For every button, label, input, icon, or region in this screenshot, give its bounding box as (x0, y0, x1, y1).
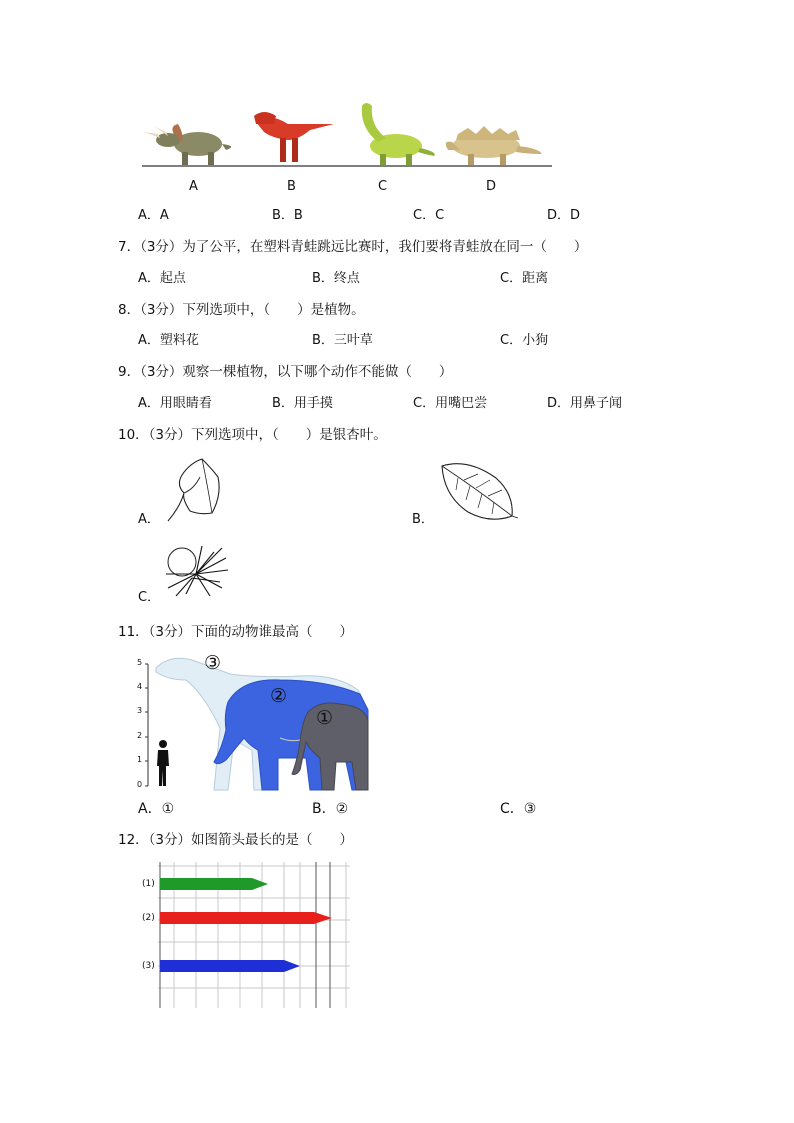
dinosaur-label-c: C (378, 179, 388, 194)
q10-stem: 10．（3分）下列选项中，（ ）是银杏叶。 (118, 427, 387, 443)
dinosaur-b-trex (254, 112, 334, 162)
dinosaur-c-longneck (362, 103, 435, 165)
human-silhouette-icon (157, 740, 169, 786)
q9-stem: 9．（3分）观察一棵植物，以下哪个动作不能做（ ） (118, 364, 453, 380)
axis-tick-0: 0 (137, 780, 143, 789)
arrow-row-label-3: (3) (142, 961, 155, 971)
q7-option-b[interactable]: B．终点 (312, 271, 360, 286)
q10-option-a[interactable]: A． (138, 512, 160, 527)
dinosaur-a-triceratops (144, 124, 231, 165)
q9-option-a[interactable]: A．用眼睛看 (138, 396, 212, 411)
dinosaur-d-ankylosaur (446, 126, 542, 165)
arrow-3 (160, 960, 300, 972)
q7-option-c[interactable]: C．距离 (500, 271, 549, 286)
arrow-1 (160, 878, 268, 890)
q12-stem: 12．（3分）如图箭头最长的是（ ） (118, 832, 354, 848)
axis-tick-5: 5 (137, 658, 143, 667)
q9-option-d[interactable]: D．用鼻子闻 (547, 396, 623, 411)
q9-option-c[interactable]: C．用嘴巴尝 (413, 396, 488, 411)
arrow-2 (160, 912, 332, 924)
q6-option-d[interactable]: D．D (547, 208, 581, 223)
q8-option-a[interactable]: A．塑料花 (138, 333, 199, 348)
q10-option-b[interactable]: B． (412, 512, 434, 527)
q7-option-a[interactable]: A．起点 (138, 271, 186, 286)
axis-tick-1: 1 (137, 755, 143, 764)
q8-stem: 8．（3分）下列选项中，（ ）是植物。 (118, 302, 365, 318)
marker-2: ② (270, 685, 288, 707)
dinosaur-label-b: B (287, 179, 296, 194)
q11-option-b[interactable]: B．② (312, 801, 349, 817)
q11-stem: 11．（3分）下面的动物谁最高（ ） (118, 624, 354, 640)
q11-option-a[interactable]: A．① (138, 801, 175, 817)
q6-option-a[interactable]: A．A (138, 208, 169, 223)
q6-option-c[interactable]: C．C (413, 208, 445, 223)
axis-tick-2: 2 (137, 731, 143, 740)
arrow-row-label-1: (1) (142, 879, 155, 889)
marker-1: ① (316, 707, 334, 729)
q11-option-c[interactable]: C．③ (500, 801, 537, 817)
dinosaur-label-d: D (486, 179, 497, 194)
arrow-row-label-2: (2) (142, 913, 155, 923)
q8-option-c[interactable]: C．小狗 (500, 333, 549, 348)
dinosaur-figure (138, 98, 558, 170)
dinosaur-label-a: A (189, 179, 198, 194)
axis-tick-3: 3 (137, 706, 143, 715)
arrow-grid-figure (140, 862, 352, 1010)
q8-option-b[interactable]: B．三叶草 (312, 333, 373, 348)
axis-tick-4: 4 (137, 682, 143, 691)
ginkgo-leaf-icon (160, 455, 230, 527)
q10-option-c[interactable]: C． (138, 590, 161, 605)
marker-3: ③ (204, 652, 222, 674)
pine-needle-icon (162, 544, 232, 598)
q9-option-b[interactable]: B．用手摸 (272, 396, 333, 411)
animal-height-figure (130, 650, 370, 792)
q6-option-b[interactable]: B．B (272, 208, 303, 223)
q7-stem: 7．（3分）为了公平，在塑料青蛙跳远比赛时，我们要将青蛙放在同一（ ） (118, 239, 588, 255)
ordinary-leaf-icon (438, 460, 520, 524)
